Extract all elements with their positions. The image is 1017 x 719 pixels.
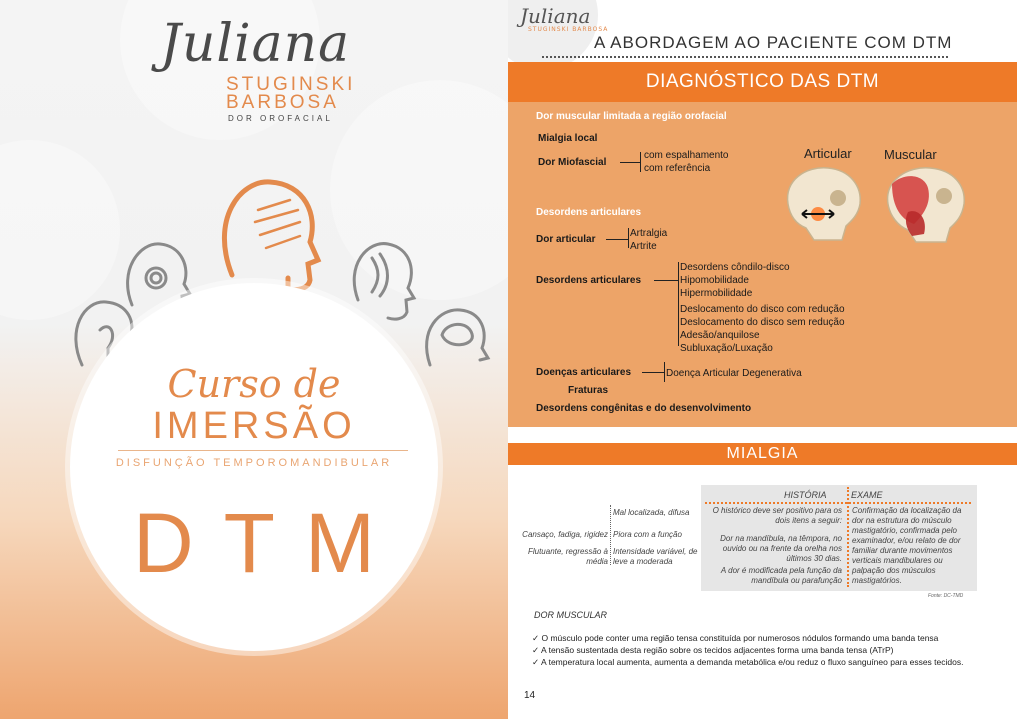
brand-subtitle: DOR OROFACIAL xyxy=(228,114,333,123)
connector-line xyxy=(678,262,679,346)
historia-heading: HISTÓRIA xyxy=(784,490,827,500)
desordens-sub-item: Desordens côndilo-disco xyxy=(680,262,790,273)
mialgia-label: Flutuante, regressão à média xyxy=(527,547,608,566)
articular-image-label: Articular xyxy=(804,146,852,161)
check-icon: ✓ xyxy=(532,633,540,643)
check-icon: ✓ xyxy=(532,645,540,655)
source-note: Fonte: DC-TMD xyxy=(928,593,964,599)
exame-heading: EXAME xyxy=(851,490,883,500)
exame-text: Confirmação da localização da dor na estrutura do músculo mastigatório, confirmada pelo examinador, e/ou relato de dor familiar durante movimentos verticais mandibulares ou palpação dos músculos mastigatórios. xyxy=(852,506,962,585)
connector-line xyxy=(654,280,678,281)
desordens-sub-item: Deslocamento do disco sem redução xyxy=(680,317,845,328)
dor-articular: Dor articular xyxy=(536,234,596,245)
desordens-articulares: Desordens articulares xyxy=(536,275,642,286)
doencas-sub-item: Doença Articular Degenerativa xyxy=(666,368,802,379)
dotted-divider xyxy=(610,505,611,565)
muscular-section-title: Dor muscular limitada a região orofacial xyxy=(536,111,727,122)
course-acronym: DTM xyxy=(133,496,405,590)
check-item-text: A tensão sustentada desta região sobre os tecidos adjacentes forma uma banda tensa (ATrP) xyxy=(541,645,894,655)
mialgia-feature: Intensidade variável, de leve a moderada xyxy=(613,547,698,566)
check-item xyxy=(532,645,894,656)
page-number: 14 xyxy=(524,690,536,701)
dor-muscular-title: DOR MUSCULAR xyxy=(534,610,608,620)
criteria-dotted-divider xyxy=(847,487,849,587)
historia-bullet: Dor na mandíbula, na têmpora, no ouvido ou na frente da orelha nos últimos 30 dias. xyxy=(720,534,842,563)
title-divider xyxy=(118,450,408,451)
articular-section-title: Desordens articulares xyxy=(536,207,642,218)
connector-line xyxy=(642,372,664,373)
brand-name-line-1: STUGINSKI xyxy=(226,74,356,95)
desordens-sub-item: Adesão/anquilose xyxy=(680,330,760,341)
connector-line xyxy=(620,162,640,163)
mialgia-label: Cansaço, fadiga, rigidez xyxy=(522,530,608,539)
dor-articular-sub-item: Artrite xyxy=(630,241,657,252)
sinus-head-icon xyxy=(354,244,414,320)
check-item xyxy=(532,657,963,668)
brand-name-line-2: BARBOSA xyxy=(226,92,339,113)
dor-miofascial: Dor Miofascial xyxy=(538,157,607,168)
title-dotted-rule xyxy=(542,56,948,58)
miofascial-sub-item: com referência xyxy=(644,163,711,174)
desordens-sub-item: Hipermobilidade xyxy=(680,288,753,299)
connector-line xyxy=(628,228,629,248)
check-item-text: A temperatura local aumenta, aumenta a demanda metabólica e/ou reduz o fluxo sanguíneo para esses tecidos. xyxy=(541,657,964,667)
mialgia-feature: Mal localizada, difusa xyxy=(613,508,690,517)
desordens-sub-item: Subluxação/Luxação xyxy=(680,343,773,354)
connector-line xyxy=(606,239,628,240)
diagnosis-panel xyxy=(508,62,1017,427)
desordens-sub-item: Deslocamento do disco com redução xyxy=(680,304,845,315)
course-subtitle: DISFUNÇÃO TEMPOROMANDIBULAR xyxy=(115,457,393,469)
desordens-congenitas: Desordens congênitas e do desenvolvimento xyxy=(536,403,752,414)
mialgia-feature: Piora com a função xyxy=(613,530,682,539)
check-item xyxy=(532,633,938,644)
historia-bullet: A dor é modificada pela função da mandíbula ou parafunção xyxy=(720,566,842,585)
page-logo-name: STUGINSKI BARBOSA xyxy=(528,26,609,33)
connector-line xyxy=(664,362,665,382)
muscular-image-label: Muscular xyxy=(884,147,937,162)
mialgia-header: MIALGIA xyxy=(508,443,1017,465)
brand-script-logo: Juliana xyxy=(160,14,351,74)
dor-articular-sub-item: Artralgia xyxy=(630,228,668,239)
desordens-sub-item: Hipomobilidade xyxy=(680,275,749,286)
course-title-script: Curso de xyxy=(167,362,341,406)
mialgia-local: Mialgia local xyxy=(538,133,598,144)
diagnosis-header: DIAGNÓSTICO DAS DTM xyxy=(508,62,1017,102)
connector-line xyxy=(640,152,641,172)
page-title: A ABORDAGEM AO PACIENTE COM DTM xyxy=(594,33,953,52)
page-logo: Juliana xyxy=(520,4,591,28)
fraturas: Fraturas xyxy=(568,385,609,396)
articular-skull-image xyxy=(776,164,866,244)
brain-head-icon xyxy=(427,310,488,365)
content-page xyxy=(508,0,1017,719)
muscular-skull-image xyxy=(878,164,970,246)
check-icon: ✓ xyxy=(532,657,540,667)
check-item-text: O músculo pode conter uma região tensa constituída por numerosos nódulos formando uma banda tensa xyxy=(541,633,939,643)
criteria-dotted-rule xyxy=(705,502,971,504)
cover-page xyxy=(0,0,508,719)
miofascial-sub-item: com espalhamento xyxy=(644,150,729,161)
doencas-articulares: Doenças articulares xyxy=(536,367,632,378)
course-title-main: IMERSÃO xyxy=(152,405,356,447)
historia-text: O histórico deve ser positivo para os dois itens a seguir: xyxy=(712,506,842,525)
orange-head-icon xyxy=(224,182,318,290)
